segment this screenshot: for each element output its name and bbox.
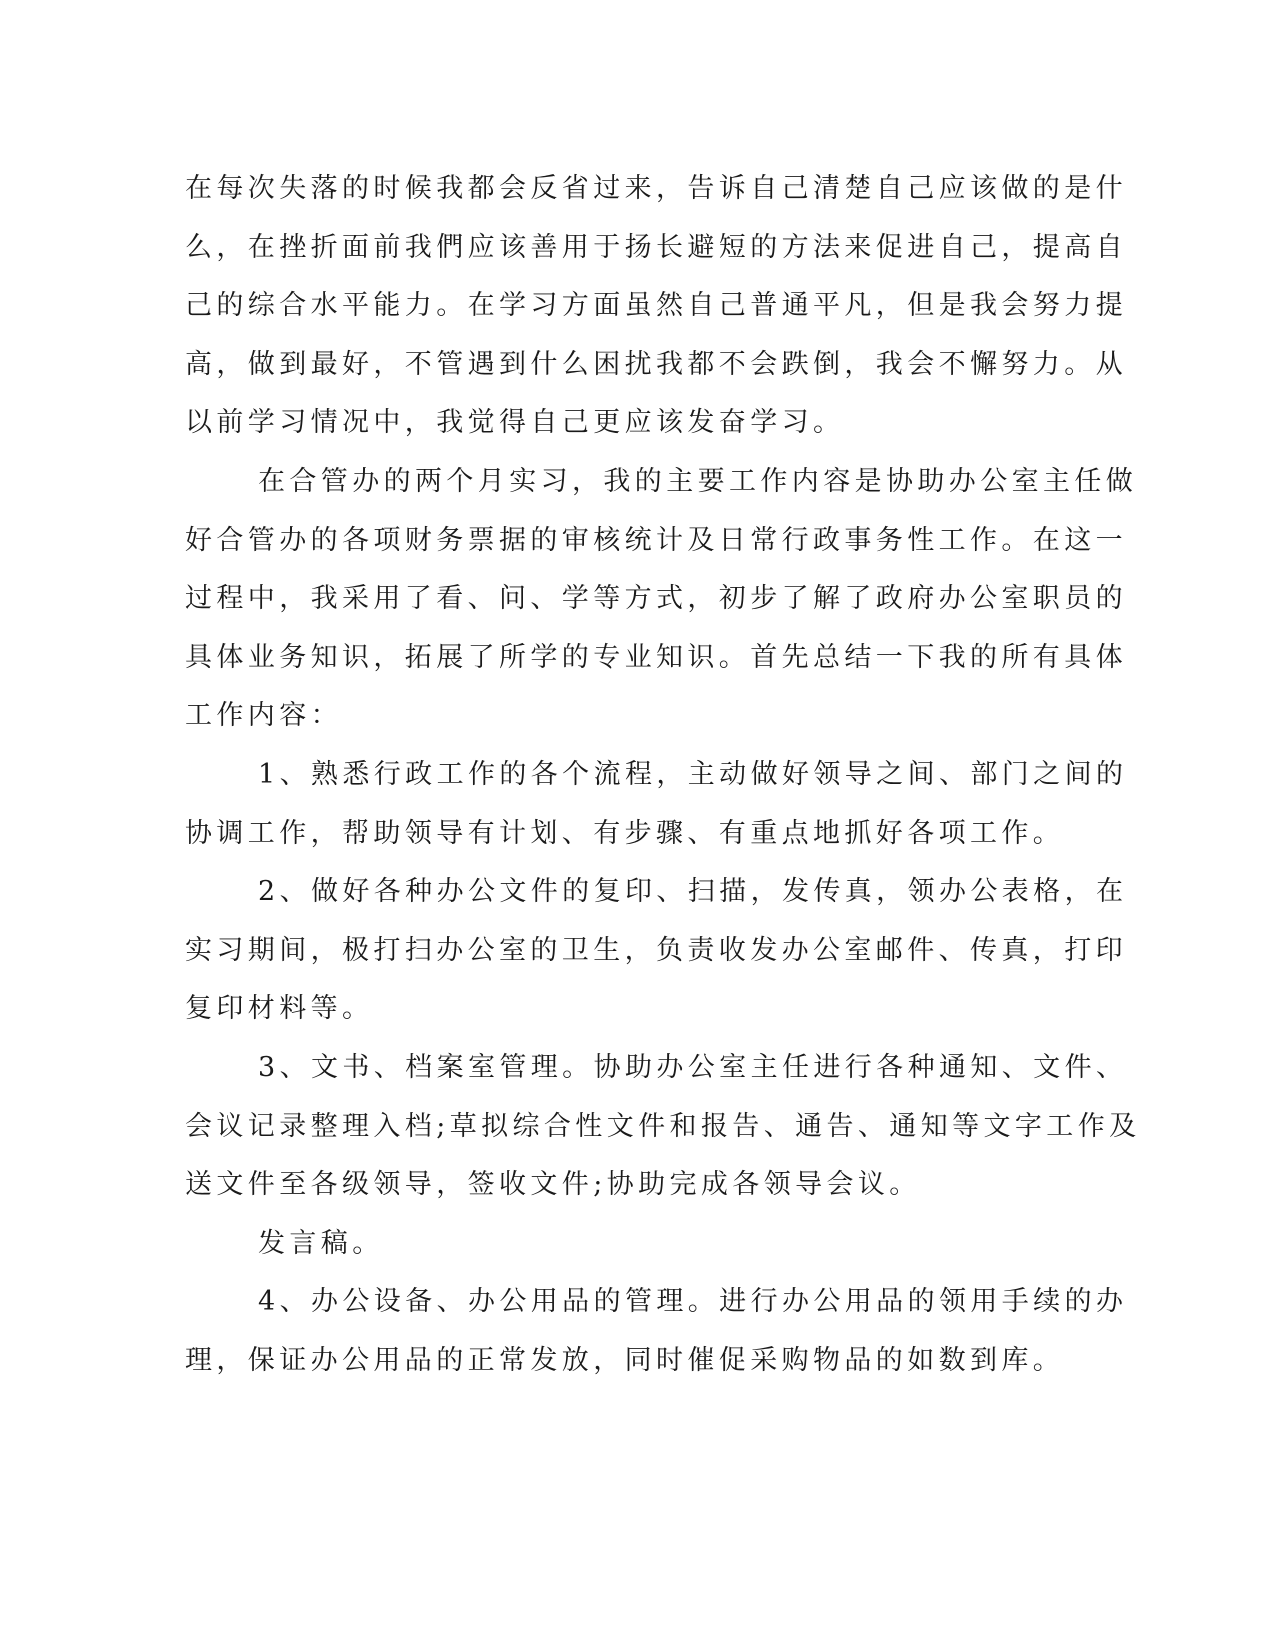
paragraph-item-3 bbox=[185, 1039, 1141, 1215]
text-line: 送文件至各级领导，签收文件;协助完成各领导会议。 bbox=[185, 1169, 921, 1201]
text-line: 1、熟悉行政工作的各个流程，主动做好领导之间、部门之间的 bbox=[258, 758, 1128, 790]
text-line: 在合管办的两个月实习，我的主要工作内容是协助办公室主任做 bbox=[258, 465, 1138, 497]
paragraph-self-reflection bbox=[185, 160, 1127, 453]
text-line: 发言稿。 bbox=[258, 1227, 384, 1259]
text-line: 实习期间，极打扫办公室的卫生，负责收发办公室邮件、传真，打印 bbox=[185, 934, 1127, 966]
paragraph-speech-draft bbox=[185, 1215, 1085, 1274]
text-line: 4、办公设备、办公用品的管理。进行办公用品的领用手续的办 bbox=[258, 1286, 1128, 1318]
text-line: 在每次失落的时候我都会反省过来，告诉自己清楚自己应该做的是什 bbox=[185, 173, 1127, 204]
text-line: 高，做到最好，不管遇到什么困扰我都不会跌倒，我会不懈努力。从 bbox=[185, 348, 1127, 380]
text-line: 3、文书、档案室管理。协助办公室主任进行各种通知、文件、 bbox=[258, 1051, 1128, 1083]
text-line: 复印材料等。 bbox=[185, 993, 374, 1025]
text-line: 理，保证办公用品的正常发放，同时催促采购物品的如数到库。 bbox=[185, 1344, 1065, 1376]
text-line: 会议记录整理入档;草拟综合性文件和报告、通告、通知等文字工作及 bbox=[185, 1110, 1141, 1142]
text-line: 工作内容： bbox=[185, 700, 342, 732]
text-line: 过程中，我采用了看、问、学等方式，初步了解了政府办公室职员的 bbox=[185, 583, 1127, 615]
paragraph-item-2 bbox=[185, 863, 1128, 1039]
text-line: 以前学习情况中，我觉得自己更应该发奋学习。 bbox=[185, 407, 845, 439]
paragraph-internship-overview bbox=[185, 453, 1138, 746]
text-line: 么，在挫折面前我們应该善用于扬长避短的方法来促进自己，提高自 bbox=[185, 231, 1127, 263]
document-body bbox=[185, 160, 1141, 1390]
paragraph-item-4 bbox=[185, 1273, 1128, 1390]
text-line: 协调工作，帮助领导有计划、有步骤、有重点地抓好各项工作。 bbox=[185, 817, 1065, 849]
text-line: 己的综合水平能力。在学习方面虽然自己普通平凡，但是我会努力提 bbox=[185, 290, 1127, 322]
text-line: 好合管办的各项财务票据的审核统计及日常行政事务性工作。在这一 bbox=[185, 524, 1127, 556]
text-line: 2、做好各种办公文件的复印、扫描，发传真，领办公表格，在 bbox=[258, 876, 1128, 908]
text-line: 具体业务知识，拓展了所学的专业知识。首先总结一下我的所有具体 bbox=[185, 641, 1127, 673]
paragraph-item-1 bbox=[185, 746, 1128, 863]
